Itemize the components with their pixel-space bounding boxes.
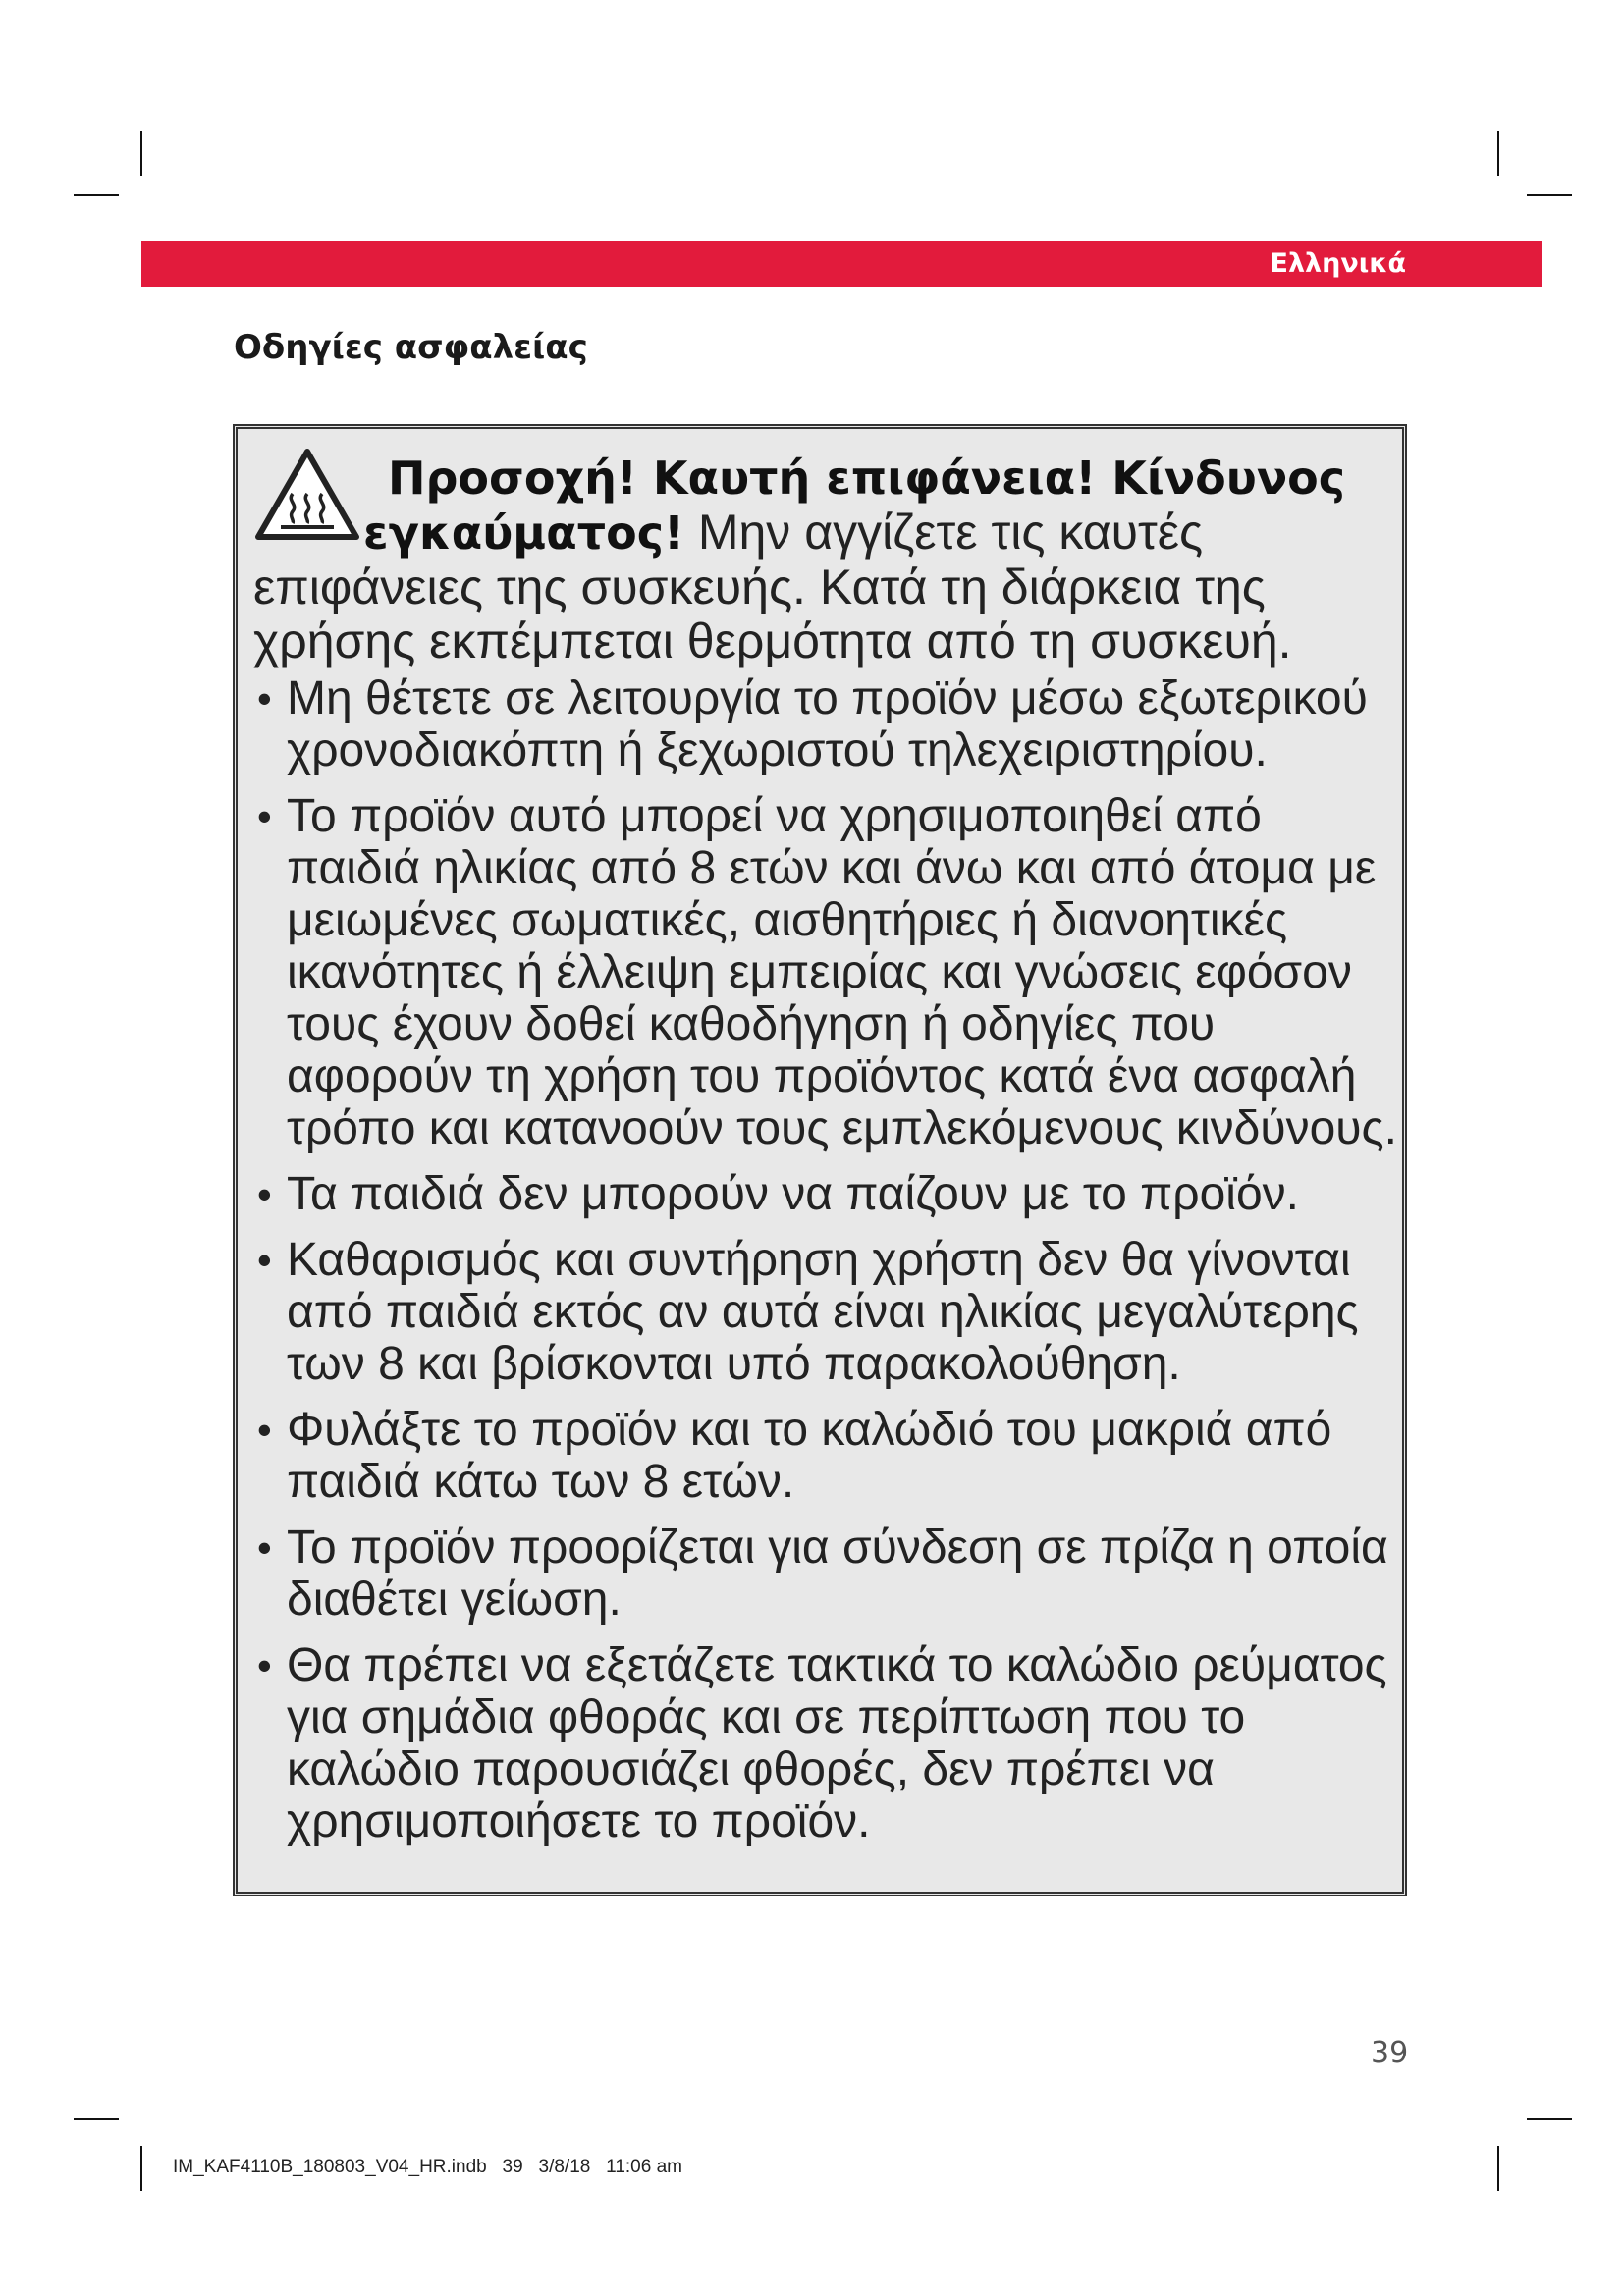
- crop-mark: [74, 194, 119, 196]
- print-info-footer: IM_KAF4110B_180803_V04_HR.indb 39 3/8/18 11:06 am: [173, 2157, 682, 2177]
- bullet-icon: •: [257, 1171, 272, 1217]
- list-item: [257, 1404, 1400, 1508]
- bullet-icon: •: [257, 1407, 272, 1453]
- list-item: [257, 1168, 1400, 1220]
- list-item: [257, 1639, 1400, 1847]
- warning-heading-text: επιφάνειες της συσκευής. Κατά τη διάρκεια της: [253, 560, 1266, 614]
- list-item-text: Τα παιδιά δεν μπορούν να παίζουν με το προϊόν.: [287, 1168, 1299, 1220]
- warning-heading: [253, 451, 1392, 668]
- crop-mark: [1497, 2146, 1499, 2191]
- list-item-text: Καθαρισμός και συντήρηση χρήστη δεν θα γίνονται από παιδιά εκτός αν αυτά είναι ηλικίας μεγαλύτερης των 8 και βρίσκονται υπό παρακολούθηση.: [287, 1234, 1359, 1390]
- bullet-icon: •: [257, 793, 272, 839]
- crop-mark: [1497, 131, 1499, 176]
- list-item-text: Φυλάξτε το προϊόν και το καλώδιό του μακριά από παιδιά κάτω των 8 ετών.: [287, 1404, 1332, 1508]
- list-item: [257, 672, 1400, 776]
- bullet-icon: •: [257, 1642, 272, 1688]
- bullet-icon: •: [257, 1237, 272, 1283]
- list-item-text: Το προϊόν προορίζεται για σύνδεση σε πρίζα η οποία διαθέτει γείωση.: [287, 1522, 1388, 1626]
- list-item-text: Το προϊόν αυτό μπορεί να χρησιμοποιηθεί από παιδιά ηλικίας από 8 ετών και άνω και από άτομα με μειωμένες σωματικές, αισθητήριες ή διανοητικές ικανότητες ή έλλειψη εμπειρίας και γνώσεις εφόσον τους έχουν δοθεί καθοδήγηση ή οδηγίες που αφορούν τη χρήση του προϊόντος κατά ένα ασφαλή τρόπο και κατανοούν τους εμπλεκόμενους κινδύνους.: [287, 790, 1397, 1154]
- bullet-icon: •: [257, 675, 272, 721]
- list-item-text: Θα πρέπει να εξετάζετε τακτικά το καλώδιο ρεύματος για σημάδια φθοράς και σε περίπτωση που το καλώδιο παρουσιάζει φθορές, δεν πρέπει να χρησιμοποιήσετε το προϊόν.: [287, 1639, 1387, 1847]
- language-header-bar: [141, 241, 1542, 287]
- list-item: [257, 790, 1400, 1154]
- page-number: 39: [1371, 2036, 1409, 2070]
- crop-mark: [140, 131, 142, 176]
- warning-heading-text: χρήσης εκπέμπεται θερμότητα από τη συσκευή.: [253, 614, 1292, 668]
- safety-warning-box: [233, 424, 1407, 1896]
- crop-mark: [1527, 2118, 1572, 2120]
- warning-heading-text: Μην αγγίζετε τις καυτές: [683, 505, 1204, 560]
- bullet-icon: •: [257, 1524, 272, 1571]
- crop-mark: [1527, 194, 1572, 196]
- list-item-text: Μη θέτετε σε λειτουργία το προϊόν μέσω εξωτερικού χρονοδιακόπτη ή ξεχωριστού τηλεχειριστηρίου.: [287, 672, 1368, 776]
- list-item: [257, 1522, 1400, 1626]
- section-title: Οδηγίες ασφαλείας: [234, 328, 588, 367]
- crop-mark: [74, 2118, 119, 2120]
- language-label: Ελληνικά: [1270, 248, 1406, 279]
- warning-heading-bold: Προσοχή! Καυτή επιφάνεια! Κίνδυνος: [388, 452, 1346, 505]
- warning-heading-bold: εγκαύματος!: [363, 507, 684, 560]
- safety-bullet-list: [257, 672, 1400, 1861]
- crop-mark: [140, 2146, 142, 2191]
- list-item: [257, 1234, 1400, 1390]
